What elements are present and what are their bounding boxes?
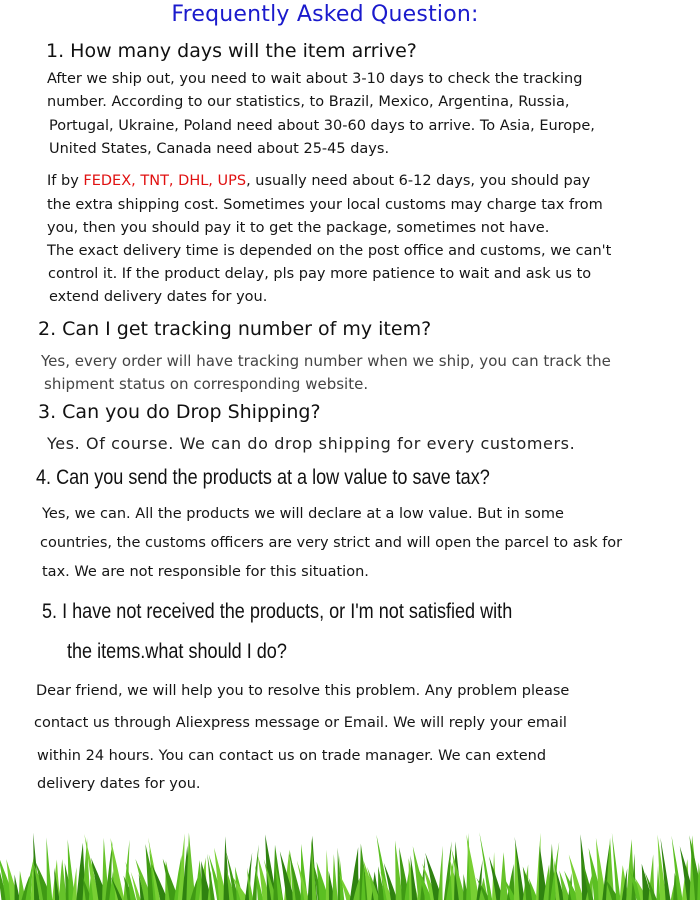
faq-answer-4-line-2: countries, the customs officers are very strict and will open the parcel to ask for [40, 535, 623, 551]
faq-answer-1-line-2: number. According to our statistics, to Brazil, Mexico, Argentina, Russia, [47, 94, 570, 110]
grass-blade [500, 852, 508, 900]
faq-answer-2-line-2: shipment status on corresponding website. [44, 375, 369, 393]
faq-answer-5-line-4: delivery dates for you. [37, 776, 201, 792]
faq-answer-1-line-8: The exact delivery time is depended on the post office and customs, we can't [47, 243, 612, 259]
express-carriers: FEDEX, TNT, DHL, UPS [83, 173, 247, 189]
page-title: Frequently Asked Question: [171, 2, 479, 27]
express-suffix: , usually need about 6-12 days, you should pay [246, 173, 591, 189]
faq-question-5-line-1: 5. I have not received the products, or I'm not satisfied with [42, 600, 513, 623]
faq-answer-1-express-line [47, 173, 590, 189]
faq-answer-1-line-3: Portugal, Ukraine, Poland need about 30-60 days to arrive. To Asia, Europe, [49, 118, 595, 134]
grass-blade [333, 854, 338, 900]
grass-blade [339, 856, 344, 900]
faq-question-1: 1. How many days will the item arrive? [46, 40, 417, 62]
faq-answer-4-line-3: tax. We are not responsible for this situation. [42, 564, 369, 580]
faq-answer-2-line-1: Yes, every order will have tracking number when we ship, you can track the [41, 352, 611, 370]
faq-answer-5-line-1: Dear friend, we will help you to resolve this problem. Any problem please [36, 683, 570, 699]
grass-border-image [0, 830, 700, 900]
faq-answer-1-line-7: you, then you should pay it to get the package, sometimes not have. [47, 220, 550, 236]
faq-question-3: 3. Can you do Drop Shipping? [38, 401, 321, 423]
faq-answer-1-line-6: the extra shipping cost. Sometimes your local customs may charge tax from [47, 197, 603, 213]
faq-answer-1-line-4: United States, Canada need about 25-45 days. [49, 141, 390, 157]
grass-blade [438, 846, 443, 900]
express-prefix: If by [47, 173, 84, 189]
faq-answer-3: Yes. Of course. We can do drop shipping for every customers. [47, 434, 576, 453]
faq-question-5-line-2: the items.what should I do? [67, 640, 287, 663]
faq-answer-5-line-3: within 24 hours. You can contact us on trade manager. We can extend [37, 748, 547, 764]
faq-question-4: 4. Can you send the products at a low value to save tax? [36, 466, 490, 489]
faq-answer-4-line-1: Yes, we can. All the products we will declare at a low value. But in some [42, 506, 564, 522]
faq-question-2: 2. Can I get tracking number of my item? [38, 318, 432, 340]
faq-answer-1-line-10: extend delivery dates for you. [49, 289, 268, 305]
faq-answer-1-line-1: After we ship out, you need to wait about 3-10 days to check the tracking [47, 71, 583, 87]
faq-answer-5-line-2: contact us through Aliexpress message or Email. We will reply your email [34, 715, 567, 731]
faq-answer-1-line-9: control it. If the product delay, pls pay more patience to wait and ask us to [48, 266, 592, 282]
grass-blade [46, 837, 52, 900]
